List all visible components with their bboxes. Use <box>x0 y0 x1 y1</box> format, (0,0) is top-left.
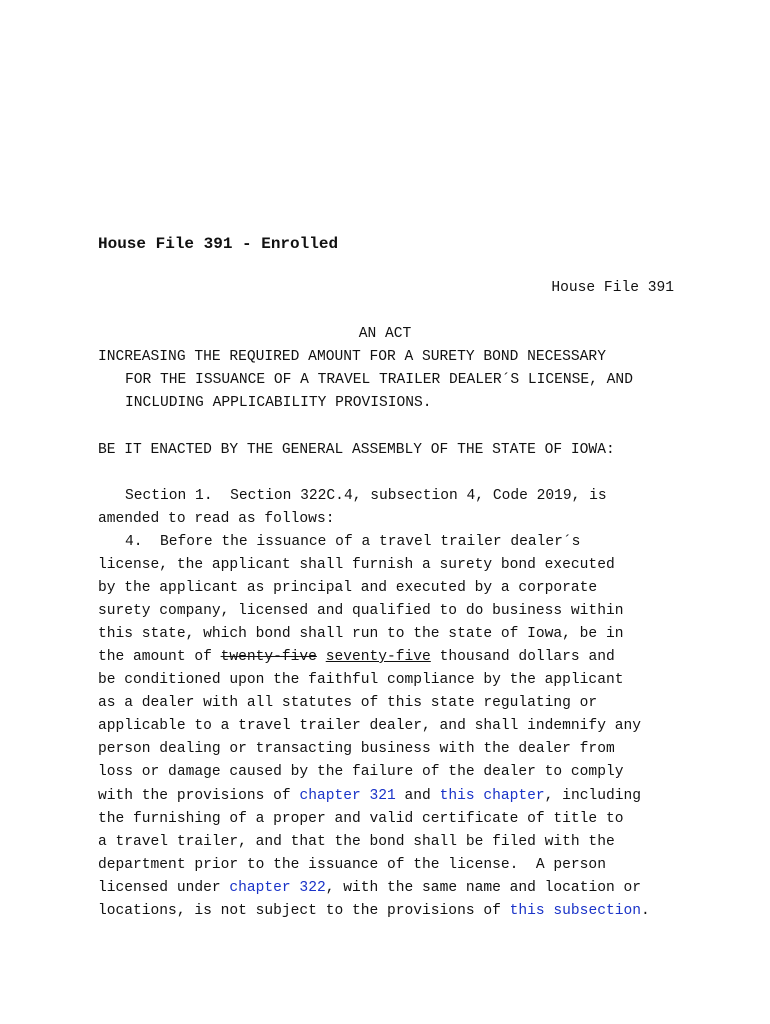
paragraph-line: 4. Before the issuance of a travel trailer dealer´s <box>125 534 581 550</box>
paragraph-line: a travel trailer, and that the bond shall be filed with the <box>98 834 615 850</box>
text-run <box>317 649 326 665</box>
paragraph-line-links <box>98 879 641 897</box>
text-run: and <box>395 788 440 804</box>
paragraph-line: surety company, licensed and qualified to do business within <box>98 603 624 619</box>
link-this-subsection[interactable]: this subsection <box>509 903 641 919</box>
text-run: , including <box>544 788 642 804</box>
act-description-line: FOR THE ISSUANCE OF A TRAVEL TRAILER DEALER´S LICENSE, AND <box>125 372 633 388</box>
section-heading: Section 1. Section 322C.4, subsection 4, Code 2019, is <box>125 488 607 504</box>
text-run: . <box>641 903 650 919</box>
paragraph-line-links <box>98 902 650 920</box>
paragraph-line-amended <box>98 648 615 666</box>
paragraph-line: this state, which bond shall run to the state of Iowa, be in <box>98 626 624 642</box>
paragraph-line: license, the applicant shall furnish a surety bond executed <box>98 557 615 573</box>
file-reference: House File 391 <box>551 280 674 296</box>
text-run: , with the same name and location or <box>325 880 641 896</box>
paragraph-line: as a dealer with all statutes of this state regulating or <box>98 695 598 711</box>
text-run: thousand dollars and <box>430 649 615 665</box>
text-run: locations, is not subject to the provisions of <box>98 903 510 919</box>
paragraph-line: department prior to the issuance of the license. A person <box>98 857 606 873</box>
paragraph-line: applicable to a travel trailer dealer, and shall indemnify any <box>98 718 641 734</box>
paragraph-line: loss or damage caused by the failure of the dealer to comply <box>98 764 624 780</box>
link-this-chapter[interactable]: this chapter <box>439 788 545 804</box>
struck-text: twenty-five <box>220 649 317 665</box>
act-description-line: INCLUDING APPLICABILITY PROVISIONS. <box>125 395 432 411</box>
act-heading: AN ACT <box>358 326 412 342</box>
paragraph-line-links <box>98 787 641 805</box>
enacting-clause: BE IT ENACTED BY THE GENERAL ASSEMBLY OF THE STATE OF IOWA: <box>98 442 615 458</box>
act-description-line: INCREASING THE REQUIRED AMOUNT FOR A SURETY BOND NECESSARY <box>98 349 606 365</box>
paragraph-line: person dealing or transacting business with the dealer from <box>98 741 615 757</box>
paragraph-line: be conditioned upon the faithful compliance by the applicant <box>98 672 624 688</box>
link-chapter-322[interactable]: chapter 322 <box>229 880 326 896</box>
text-run: licensed under <box>98 880 230 896</box>
paragraph-line: by the applicant as principal and executed by a corporate <box>98 580 598 596</box>
link-chapter-321[interactable]: chapter 321 <box>299 788 396 804</box>
document-title: House File 391 - Enrolled <box>98 235 339 253</box>
paragraph-line: the furnishing of a proper and valid certificate of title to <box>98 811 624 827</box>
text-run: the amount of <box>98 649 221 665</box>
section-heading-cont: amended to read as follows: <box>98 511 335 527</box>
inserted-text: seventy-five <box>325 649 431 665</box>
text-run: with the provisions of <box>98 788 300 804</box>
